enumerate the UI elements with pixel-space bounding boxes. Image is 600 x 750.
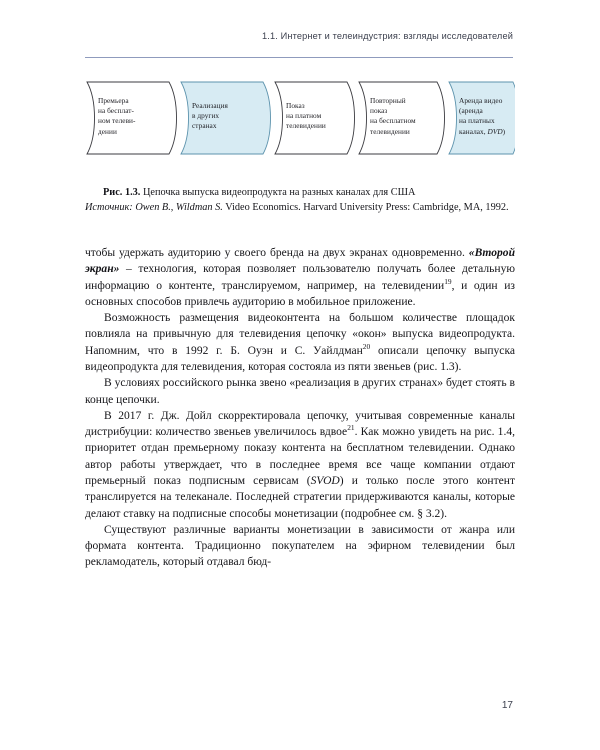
- chain-box-3-label: Показ на платном телевидении: [286, 101, 326, 131]
- body-text: [85, 245, 515, 571]
- paragraph-5: Существуют различные варианты монетизации в зависимости от жанра или формата контента. Традиционно покупателем на эфирном телевидении был рекламодатель, который отдавал бюд-: [85, 523, 515, 569]
- chain-box-5-line-4: каналах, DVD): [459, 126, 506, 136]
- page-number: 17: [501, 700, 513, 711]
- figure-caption: [85, 186, 515, 215]
- caption-label: Рис. 1.3.: [103, 187, 141, 198]
- chain-box-1-label: Премьера на бесплат- ном телеви- дении: [98, 96, 136, 136]
- caption-title-line: [85, 186, 515, 201]
- header-rule: [85, 57, 513, 58]
- caption-source-label: Источник:: [85, 201, 133, 213]
- chain-box-4-label: Повторный показ на бесплатном телевидении: [370, 96, 416, 136]
- caption-source-authors: Owen B., Wildman S.: [132, 201, 223, 213]
- caption-source-rest: Video Economics. Harvard University Press: Cambridge, MA, 1992.: [222, 201, 509, 213]
- chain-box-2-label: Реализация в других странах: [192, 101, 228, 131]
- caption-title: Цепочка выпуска видеопродукта на разных каналах для США: [140, 187, 416, 198]
- paragraph-continued: чтобы удержать аудиторию у своего бренда на двух экранах одновременно. «Второй экран» – технология, которая позволяет пользователю получать более детальную информацию о контенте, транслируемом, например, на телевидении$^{19}$, и один из основных способов привлечь аудиторию в мобильное приложение.: [85, 247, 515, 308]
- figure-1-3: [85, 80, 515, 156]
- paragraph-4: В 2017 г. Дж. Дойл скорректировала цепочку, учитывая современные каналы дистрибуции: количество звеньев увеличилось вдвое$^{21}$. Как можно увидеть на рис. 1.4, приоритет отдан премьерному показу контента на бесплатном телевидении. Однако автор работы утверждает, что в последнее время все чаще компании отдают премьерный показ подписным сервисам (SVOD) и только после этого контент транслируется на телеканале. Последней стратегии придерживаются каналы, которые делают ставку на подписные способы монетизации (подробнее см. § 3.2).: [85, 409, 515, 520]
- running-header: 1.1. Интернет и телеиндустрия: взгляды исследователей: [262, 31, 513, 41]
- paragraph-2: Возможность размещения видеоконтента на большом количестве площадок повлияла на привычную для телевидения цепочку «окон» выпуска видеопродукта. Напомним, что в 1992 г. Б. Оуэн и С. Уайлдман$^{20}$ описали цепочку выпуска видеопродукта для телевидения, которая состояла из пяти звеньев (рис. 1.3).: [85, 312, 515, 373]
- chain-box-5-label: Аренда видео (аренда на платных каналах, DVD): [459, 96, 506, 136]
- caption-source-line: [85, 201, 515, 216]
- paragraph-3: В условиях российского рынка звено «реализация в других странах» будет стоять в конце цепочки.: [85, 377, 515, 406]
